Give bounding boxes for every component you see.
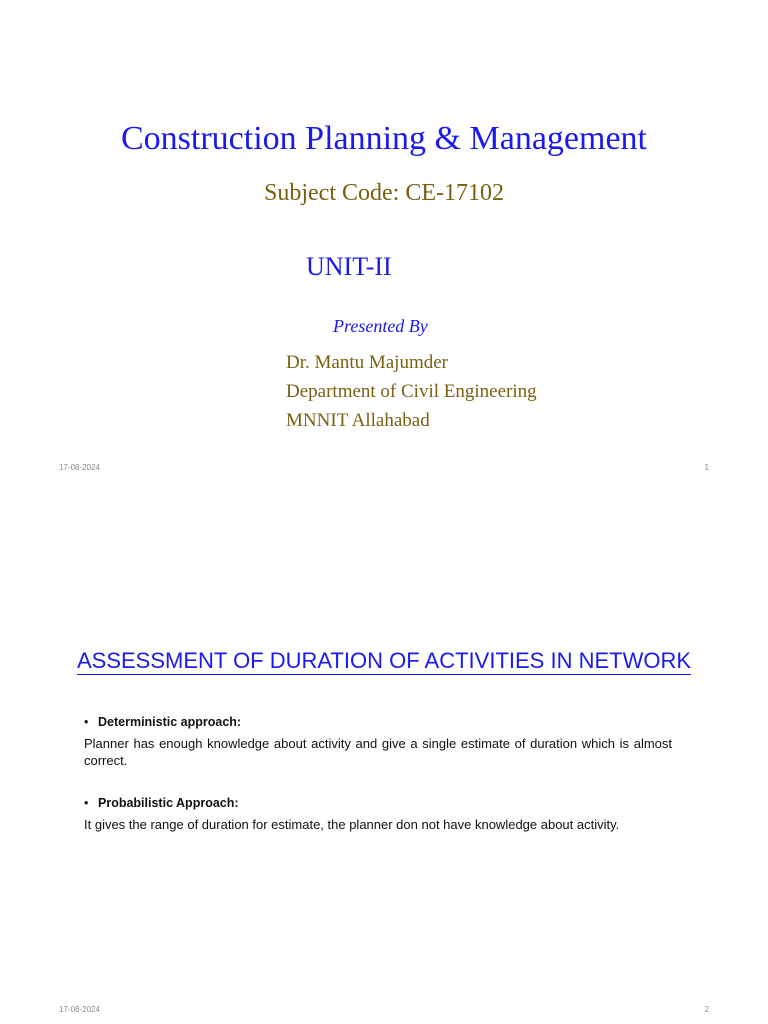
page-number: 2 [704,1005,709,1014]
footer-date: 17-08-2024 [59,463,100,472]
presenter-institute: MNNIT Allahabad [286,410,430,431]
unit-label: UNIT-II [306,252,392,281]
bullet-heading-probabilistic [84,795,672,812]
slide-title-text: ASSESSMENT OF DURATION OF ACTIVITIES IN NETWORK [76,648,692,673]
page-number: 1 [704,463,709,472]
bullet-text-probabilistic: It gives the range of duration for estimate, the planner don not have knowledge about activity. [84,817,620,832]
bullet-label: Probabilistic Approach: [98,796,239,810]
footer-date: 17-08-2024 [59,1005,100,1014]
presenter-department: Department of Civil Engineering [286,381,537,402]
bullet-label: Deterministic approach: [98,715,242,729]
slide-content [84,714,672,833]
presenter-info [286,348,537,435]
bullet-heading-deterministic [84,714,672,731]
bullet-text-deterministic: Planner has enough knowledge about activity and give a single estimate of duration which is almost correct. [84,736,672,768]
bullet-icon: • [84,796,89,810]
presented-by-label: Presented By [333,316,428,336]
subject-code: Subject Code: CE-17102 [264,180,504,206]
slide-title: Construction Planning & Management [121,120,647,157]
bullet-icon: • [84,715,89,729]
slide-title [0,648,768,674]
presenter-name: Dr. Mantu Majumder [286,352,449,373]
slide-2 [0,512,768,1024]
